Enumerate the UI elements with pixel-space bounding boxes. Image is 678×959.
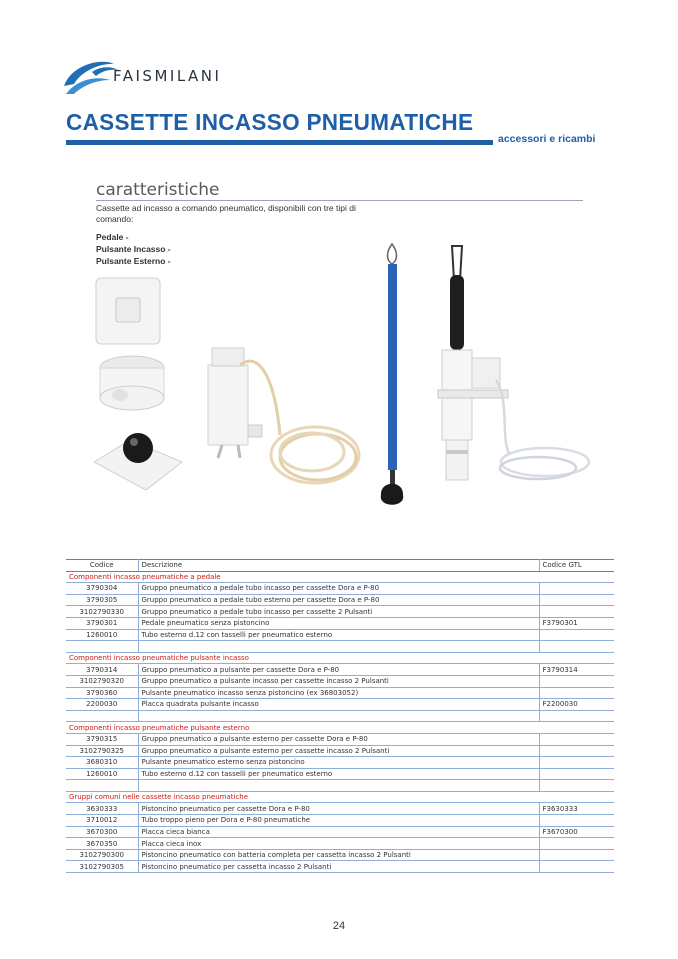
cell-gtl [539,838,614,850]
cell-code: 3102790300 [66,849,138,861]
features-description: Cassette ad incasso a comando pneumatico, disponibili con tre tipi di comando: [96,203,356,224]
table-row [66,861,614,873]
cell-description: Tubo esterno d.12 con tasselli per pneumatico esterno [138,768,539,780]
cell-gtl: F2200030 [539,699,614,711]
cell-gtl [539,594,614,606]
table-row [66,815,614,827]
table-row [66,699,614,711]
table-row [66,733,614,745]
cell-description: Pulsante pneumatico esterno senza pistoncino [138,757,539,769]
cell-description: Gruppo pneumatico a pedale tubo incasso per cassette Dora e P-80 [138,583,539,595]
section-title: Gruppi comuni nelle cassette incasso pneumatiche [66,791,614,803]
cell-gtl [539,583,614,595]
cell-gtl [539,745,614,757]
cell-code: 3630333 [66,803,138,815]
cell-code: 3790304 [66,583,138,595]
table-row [66,675,614,687]
cell-gtl [539,733,614,745]
empty-cell [539,710,614,722]
cell-gtl [539,675,614,687]
pneumatic-unit-icon [208,348,359,483]
option-pulsante-incasso: Pulsante Incasso - [96,244,171,254]
cell-gtl [539,757,614,769]
col-header-code: Codice [66,560,138,572]
cell-description: Placca cieca bianca [138,826,539,838]
square-plate-icon [96,278,160,344]
empty-cell [539,641,614,653]
brand-name: FAISMILANI [113,67,222,85]
section-title: Componenti incasso pneumatiche a pedale [66,571,614,583]
cell-code: 3680310 [66,757,138,769]
cell-code: 3790360 [66,687,138,699]
section-header-row [66,571,614,583]
table-row [66,664,614,676]
col-header-description: Descrizione [138,560,539,572]
table-header-row [66,560,614,572]
section-header-row [66,791,614,803]
page-title: CASSETTE INCASSO PNEUMATICHE [66,109,474,135]
cell-gtl [539,687,614,699]
cell-description: Pistoncino pneumatico per cassetta incasso 2 Pulsanti [138,861,539,873]
section-title: Componenti incasso pneumatiche pulsante incasso [66,652,614,664]
spacer-row [66,641,614,653]
cell-description: Tubo esterno d.12 con tasselli per pneumatico esterno [138,629,539,641]
empty-cell [138,641,539,653]
cell-description: Pedale pneumatico senza pistoncino [138,617,539,629]
features-heading: caratteristiche [96,180,220,200]
table-row [66,583,614,595]
empty-cell [66,780,138,792]
table-row [66,826,614,838]
round-button-icon [100,356,164,410]
col-header-gtl: Codice GTL [539,560,614,572]
empty-cell [66,710,138,722]
cell-code: 3790314 [66,664,138,676]
table-row [66,768,614,780]
product-table [66,559,614,873]
cell-code: 3710012 [66,815,138,827]
cell-code: 1260010 [66,629,138,641]
cell-code: 3102790325 [66,745,138,757]
table-row [66,745,614,757]
cell-description: Gruppo pneumatico a pulsante esterno per cassette Dora e P-80 [138,733,539,745]
cell-code: 3670350 [66,838,138,850]
cell-code: 3790305 [66,594,138,606]
cell-gtl: F3790314 [539,664,614,676]
cell-description: Gruppo pneumatico a pulsante per cassette Dora e P-80 [138,664,539,676]
empty-cell [539,780,614,792]
cell-gtl [539,768,614,780]
table-row [66,757,614,769]
cell-description: Pulsante pneumatico incasso senza pistoncino (ex 36803052) [138,687,539,699]
table-row [66,687,614,699]
cell-code: 2200030 [66,699,138,711]
cell-description: Pistoncino pneumatico con batteria completa per cassetta incasso 2 Pulsanti [138,849,539,861]
cell-code: 3670300 [66,826,138,838]
cell-code: 3790301 [66,617,138,629]
spacer-row [66,780,614,792]
product-photos [90,240,600,520]
spacer-row [66,710,614,722]
cell-description: Gruppo pneumatico a pedale tubo esterno per cassette Dora e P-80 [138,594,539,606]
table-row [66,617,614,629]
cell-code: 3102790320 [66,675,138,687]
cell-description: Placca cieca inox [138,838,539,850]
cell-description: Gruppo pneumatico a pulsante incasso per cassette incasso 2 Pulsanti [138,675,539,687]
section-title: Componenti incasso pneumatiche pulsante esterno [66,722,614,734]
cell-description: Gruppo pneumatico a pedale tubo incasso per cassette 2 Pulsanti [138,606,539,618]
table-row [66,606,614,618]
title-underline [66,140,493,145]
empty-cell [138,710,539,722]
empty-cell [66,641,138,653]
cell-description: Placca quadrata pulsante incasso [138,699,539,711]
page-subtitle: accessori e ricambi [498,133,596,145]
section-header-row [66,722,614,734]
empty-cell [138,780,539,792]
valve-icon [438,246,589,480]
option-pulsante-esterno: Pulsante Esterno - [96,256,171,266]
cell-gtl: F3630333 [539,803,614,815]
table-row [66,803,614,815]
features-divider [96,200,583,201]
table-row [66,838,614,850]
cell-code: 3102790330 [66,606,138,618]
cell-gtl [539,606,614,618]
section-header-row [66,652,614,664]
cell-code: 3102790305 [66,861,138,873]
cell-gtl [539,629,614,641]
cell-gtl [539,815,614,827]
pedal-icon [94,433,182,490]
cell-description: Gruppo pneumatico a pulsante esterno per cassette incasso 2 Pulsanti [138,745,539,757]
page-number: 24 [332,920,346,932]
blue-rod-icon [381,244,403,505]
cell-description: Tubo troppo pieno per Dora e P-80 pneumatiche [138,815,539,827]
cell-code: 1260010 [66,768,138,780]
cell-code: 3790315 [66,733,138,745]
table-row [66,849,614,861]
option-pedale: Pedale - [96,232,129,242]
cell-gtl [539,861,614,873]
table-row [66,594,614,606]
cell-gtl: F3790301 [539,617,614,629]
cell-gtl [539,849,614,861]
cell-description: Pistoncino pneumatico per cassette Dora e P-80 [138,803,539,815]
cell-gtl: F3670300 [539,826,614,838]
table-row [66,629,614,641]
